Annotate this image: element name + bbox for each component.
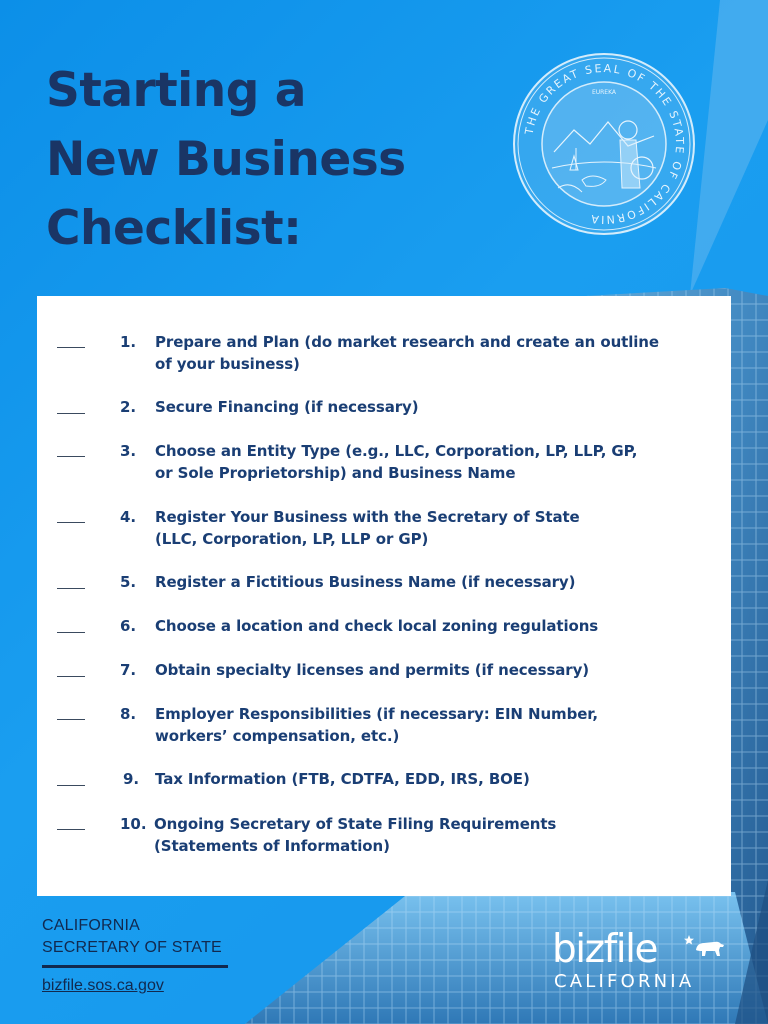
title-line-1: Starting a	[46, 63, 306, 118]
item-text: Employer Responsibilities (if necessary: EIN Number, workers’ compensation, etc.)	[155, 705, 598, 745]
checkbox-blank[interactable]	[57, 719, 85, 720]
checklist-card	[37, 296, 731, 896]
checkbox-blank[interactable]	[57, 413, 85, 414]
bear-star-icon	[684, 934, 726, 958]
org-line-2: SECRETARY OF STATE	[42, 939, 222, 956]
footer-divider	[42, 965, 228, 968]
svg-text:EUREKA: EUREKA	[591, 89, 617, 96]
item-text: Register Your Business with the Secretary of State (LLC, Corporation, LP, LLP or GP)	[155, 508, 580, 548]
item-number: 5.	[120, 573, 137, 591]
item-number: 2.	[120, 398, 137, 416]
bizfile-logo	[552, 928, 728, 998]
page-title	[46, 56, 406, 263]
item-text: Register a Fictitious Business Name (if necessary)	[155, 573, 576, 591]
item-number: 3.	[120, 442, 137, 460]
svg-text:THE GREAT SEAL OF THE STATE OF: THE GREAT SEAL OF THE STATE OF CALIFORNIA	[522, 61, 687, 227]
bizfile-website-link[interactable]: bizfile.sos.ca.gov	[42, 977, 164, 994]
checkbox-blank[interactable]	[57, 785, 85, 786]
checkbox-blank[interactable]	[57, 632, 85, 633]
checkbox-blank[interactable]	[57, 676, 85, 677]
bizfile-logo-word: bizfile	[552, 927, 657, 972]
checkbox-blank[interactable]	[57, 456, 85, 457]
item-number: 9.	[123, 770, 140, 788]
item-text: Obtain specialty licenses and permits (if necessary)	[155, 661, 590, 679]
organization-name	[42, 915, 222, 959]
item-text: Secure Financing (if necessary)	[155, 398, 419, 416]
checkbox-blank[interactable]	[57, 829, 85, 830]
item-number: 7.	[120, 661, 137, 679]
item-number: 4.	[120, 508, 137, 526]
checkbox-blank[interactable]	[57, 588, 85, 589]
california-great-seal-icon	[512, 52, 696, 236]
item-text: Prepare and Plan (do market research and create an outline of your business)	[155, 333, 659, 373]
title-line-2: New Business	[46, 132, 406, 187]
item-number: 10.	[120, 815, 147, 833]
item-text: Tax Information (FTB, CDTFA, EDD, IRS, BOE)	[155, 770, 530, 788]
item-number: 1.	[120, 333, 137, 351]
title-line-3: Checklist:	[46, 201, 302, 256]
item-text: Choose an Entity Type (e.g., LLC, Corporation, LP, LLP, GP, or Sole Proprietorship) and Business Name	[155, 442, 638, 482]
org-line-1: CALIFORNIA	[42, 917, 141, 934]
item-number: 6.	[120, 617, 137, 635]
item-text: Choose a location and check local zoning regulations	[155, 617, 599, 635]
checkbox-blank[interactable]	[57, 347, 85, 348]
item-number: 8.	[120, 705, 137, 723]
bizfile-logo-subtitle: CALIFORNIA	[554, 971, 695, 992]
item-text: Ongoing Secretary of State Filing Requirements (Statements of Information)	[154, 815, 557, 855]
checkbox-blank[interactable]	[57, 522, 85, 523]
